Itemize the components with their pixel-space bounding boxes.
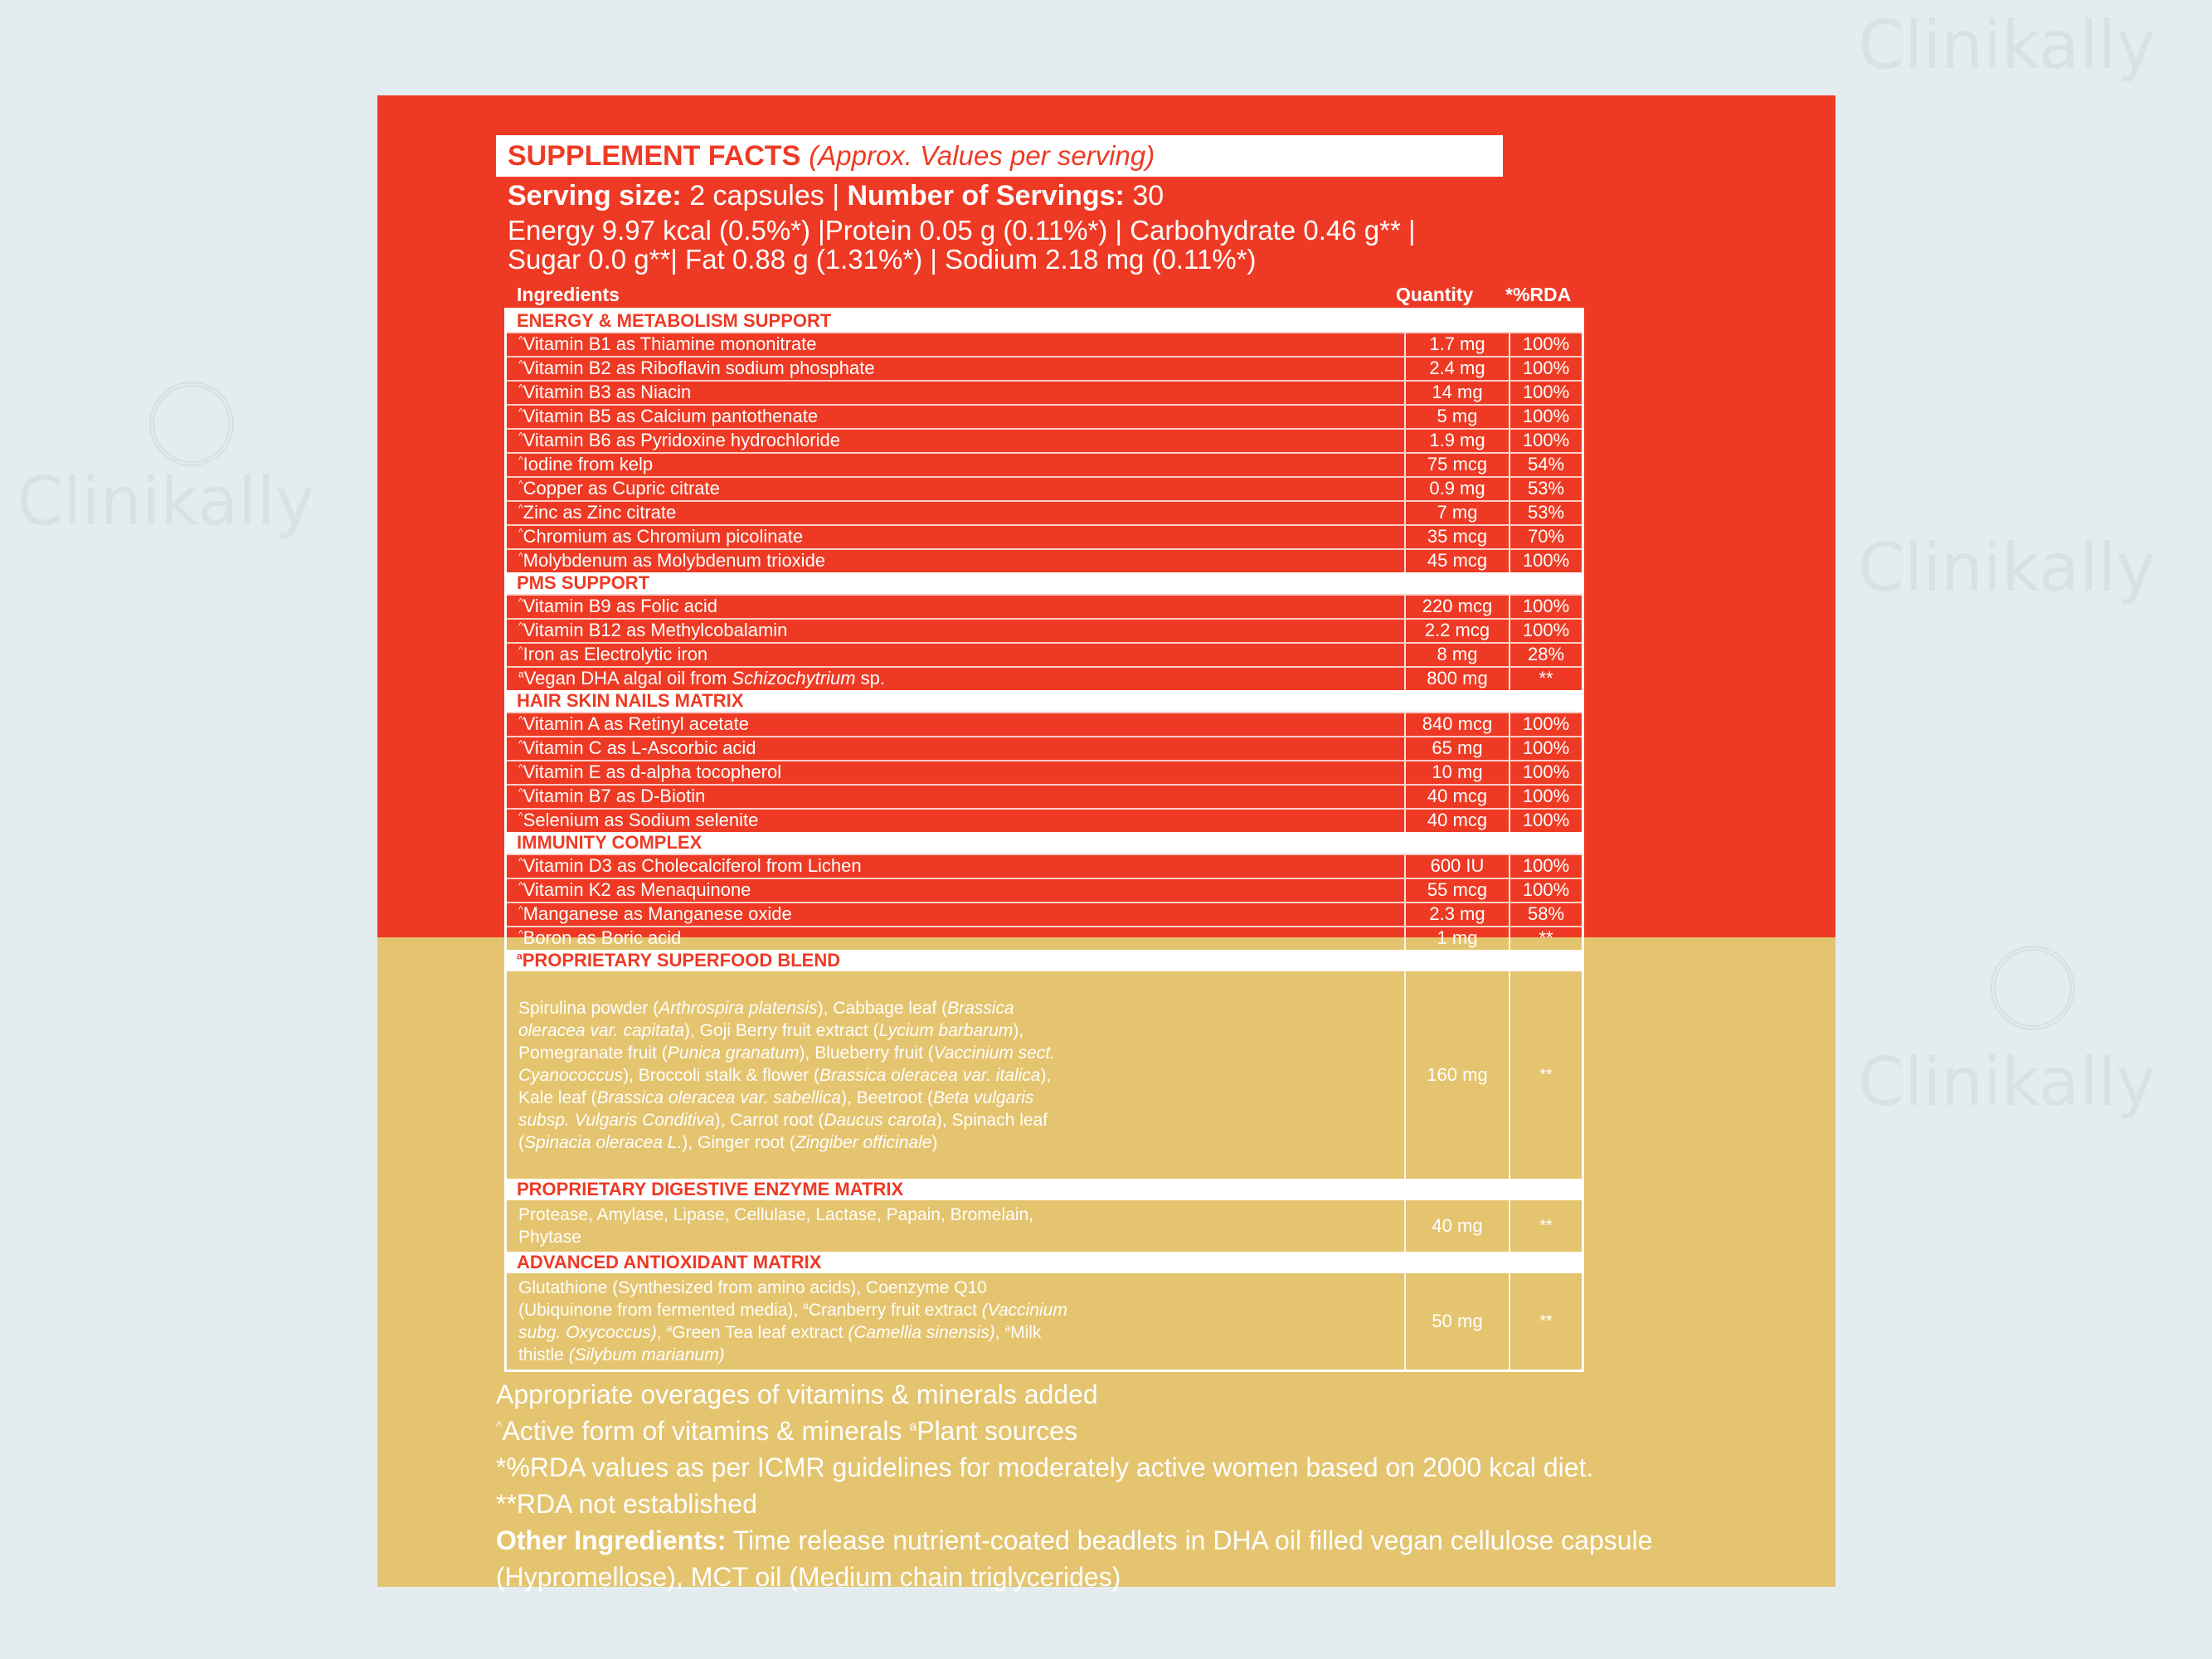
ingredient-name xyxy=(507,620,1406,642)
form-mark: ^ xyxy=(518,810,523,822)
blend-text-segment: ), Cabbage leaf ( xyxy=(817,998,948,1018)
watermark-logo-icon xyxy=(149,382,234,466)
form-mark: ^ xyxy=(518,644,523,656)
blend-text-segment: ), Broccoli stalk & flower ( xyxy=(623,1065,819,1085)
ingredient-name xyxy=(507,526,1406,548)
ingredient-name xyxy=(507,454,1406,476)
ingredient-text: Vitamin E as d-alpha tocopherol xyxy=(523,761,782,782)
table-row xyxy=(507,642,1582,666)
ingredient-name xyxy=(507,596,1406,618)
serving-info xyxy=(508,178,1164,213)
quantity-cell: 600 IU xyxy=(1406,855,1510,878)
blend-text-segment: ) xyxy=(931,1132,938,1152)
quantity-cell: 7 mg xyxy=(1406,502,1510,524)
ingredient-text: Vegan DHA algal oil from xyxy=(523,668,732,688)
form-mark: ^ xyxy=(518,596,523,608)
blend-text-segment: Green Tea leaf extract xyxy=(672,1323,848,1342)
section-header xyxy=(507,1252,1582,1273)
rda-cell: 100% xyxy=(1522,596,1570,616)
rda-cell: ** xyxy=(1539,927,1553,948)
quantity-cell: 840 mcg xyxy=(1406,713,1510,736)
quantity-cell: 75 mcg xyxy=(1406,454,1510,476)
blend-text-segment: ), Beetroot ( xyxy=(841,1087,933,1107)
form-mark: ^ xyxy=(518,786,523,798)
form-mark: ^ xyxy=(518,502,523,514)
section-title-text: PROPRIETARY SUPERFOOD BLEND xyxy=(522,950,841,971)
table-row xyxy=(507,476,1582,500)
other-ingredients-text: Time release nutrient-coated beadlets in DHA oil filled vegan cellulose capsule xyxy=(726,1525,1653,1555)
rda-cell: 100% xyxy=(1522,855,1570,876)
ingredient-name xyxy=(507,333,1406,356)
blend-text-segment: , xyxy=(994,1323,1005,1342)
quantity-cell: 1.7 mg xyxy=(1406,333,1510,356)
nutrition-summary xyxy=(508,216,1416,274)
blend-text xyxy=(518,1204,1082,1248)
table-row xyxy=(507,594,1582,618)
ingredient-text: Selenium as Sodium selenite xyxy=(523,810,759,830)
table-row xyxy=(507,380,1582,404)
watermark-logo-icon xyxy=(1991,946,2075,1030)
ingredient-text: Copper as Cupric citrate xyxy=(523,478,720,499)
active-form-text: Active form of vitamins & minerals xyxy=(502,1416,910,1446)
form-mark: ^ xyxy=(518,761,523,774)
blend-text-segment: ), Blueberry fruit ( xyxy=(799,1043,934,1063)
blend-text-segment: ), Spinach leaf ( xyxy=(518,1110,1048,1152)
ingredient-name xyxy=(507,903,1406,926)
botanical-name: Brassica oleracea var. capitata xyxy=(518,998,1014,1040)
quantity-cell: 160 mg xyxy=(1406,971,1510,1179)
plant-source-mark: a xyxy=(909,1419,917,1434)
ingredient-text: Vitamin B1 as Thiamine mononitrate xyxy=(523,333,817,354)
table-row xyxy=(507,902,1582,926)
quantity-cell: 8 mg xyxy=(1406,644,1510,666)
ingredient-text: Vitamin A as Retinyl acetate xyxy=(523,713,749,734)
ingredient-name xyxy=(507,644,1406,666)
quantity-cell: 50 mg xyxy=(1406,1273,1510,1370)
form-mark: ^ xyxy=(518,382,523,394)
rda-cell: 100% xyxy=(1522,333,1570,354)
blend-text-segment: ), Pomegranate fruit ( xyxy=(518,1020,1024,1063)
table-row xyxy=(507,524,1582,548)
blend-text xyxy=(518,997,1082,1154)
blend-text-segment: Spirulina powder ( xyxy=(518,998,659,1018)
active-form-mark: ^ xyxy=(496,1419,503,1434)
ingredient-name xyxy=(507,927,1406,950)
ingredient-name xyxy=(507,879,1406,902)
watermark-text: Clinikally xyxy=(1858,1044,2156,1121)
botanical-name: Arthrospira platensis xyxy=(659,998,818,1018)
table-row xyxy=(507,500,1582,524)
botanical-name: Beta vulgaris subsp. Vulgaris Conditiva xyxy=(518,1087,1034,1130)
blend-ingredients xyxy=(507,1200,1406,1252)
table-row xyxy=(507,808,1582,832)
ingredient-name xyxy=(507,406,1406,428)
section-header xyxy=(507,950,1582,971)
ingredient-text: Vitamin B12 as Methylcobalamin xyxy=(523,620,788,640)
ingredient-name xyxy=(507,855,1406,878)
quantity-cell: 10 mg xyxy=(1406,761,1510,784)
table-row xyxy=(507,712,1582,736)
nutrition-line: Sugar 0.0 g**| Fat 0.88 g (1.31%*) | Sodium 2.18 mg (0.11%*) xyxy=(508,244,1257,275)
quantity-cell: 1.9 mg xyxy=(1406,430,1510,452)
footnote-rda: *%RDA values as per ICMR guidelines for moderately active women based on 2000 kcal diet. xyxy=(496,1452,1594,1482)
column-header-ingredients: Ingredients xyxy=(517,284,620,305)
rda-cell: 100% xyxy=(1522,382,1570,402)
form-mark: ^ xyxy=(518,430,523,442)
rda-cell: 100% xyxy=(1522,406,1570,426)
blend-text-segment: ), Kale leaf ( xyxy=(518,1065,1052,1107)
form-mark: ^ xyxy=(518,333,523,346)
blend-text-segment: Protease, Amylase, Lipase, Cellulase, Lactase, Papain, Bromelain, Phytase xyxy=(518,1205,1034,1247)
botanical-name: Zingiber officinale xyxy=(795,1132,932,1152)
ingredient-text: Zinc as Zinc citrate xyxy=(523,502,677,523)
quantity-cell: 800 mg xyxy=(1406,668,1510,690)
section-title: IMMUNITY COMPLEX xyxy=(517,832,702,853)
botanical-name: (Camellia sinensis) xyxy=(848,1323,995,1342)
form-mark: ^ xyxy=(518,358,523,370)
table-row xyxy=(507,332,1582,356)
quantity-cell: 40 mg xyxy=(1406,1200,1510,1252)
section-title: ENERGY & METABOLISM SUPPORT xyxy=(517,310,832,331)
botanical-name: Spinacia oleracea L. xyxy=(524,1132,683,1152)
other-ingredients-label: Other Ingredients: xyxy=(496,1525,727,1555)
form-mark: a xyxy=(518,668,524,680)
watermark-text: Clinikally xyxy=(1858,7,2156,84)
other-ingredients-continued: (Hypromellose), MCT oil (Medium chain triglycerides) xyxy=(496,1562,1121,1592)
quantity-cell: 0.9 mg xyxy=(1406,478,1510,500)
form-mark: ^ xyxy=(518,478,523,490)
quantity-cell: 2.2 mcg xyxy=(1406,620,1510,642)
section-header xyxy=(507,690,1582,712)
other-ingredients xyxy=(496,1525,1652,1556)
ingredient-text: Vitamin B6 as Pyridoxine hydrochloride xyxy=(523,430,840,450)
ingredient-text: Vitamin B2 as Riboflavin sodium phosphate xyxy=(523,358,875,378)
section-title xyxy=(517,950,1582,971)
footnote-active-form xyxy=(496,1415,1077,1447)
blend-text xyxy=(518,1277,1082,1366)
rda-cell: ** xyxy=(1539,1216,1553,1235)
form-mark: ^ xyxy=(518,550,523,562)
blend-text-segment: ), Ginger root ( xyxy=(682,1132,795,1152)
ingredient-text: Vitamin B5 as Calcium pantothenate xyxy=(523,406,819,426)
section-header xyxy=(507,832,1582,854)
title-banner xyxy=(496,135,1503,177)
quantity-cell: 40 mcg xyxy=(1406,810,1510,832)
ingredient-text: Molybdenum as Molybdenum trioxide xyxy=(523,550,826,571)
table-row xyxy=(507,854,1582,878)
ingredient-name xyxy=(507,810,1406,832)
rda-cell: 58% xyxy=(1527,903,1565,924)
rda-cell: 28% xyxy=(1527,644,1565,664)
rda-cell: 100% xyxy=(1522,761,1570,782)
table-row xyxy=(507,404,1582,428)
section-title xyxy=(517,1252,1582,1273)
form-mark: ^ xyxy=(518,879,523,892)
ingredient-text-after: sp. xyxy=(855,668,886,688)
ingredient-text: Vitamin B7 as D-Biotin xyxy=(523,786,706,806)
ingredient-name xyxy=(507,430,1406,452)
blend-text-segment: ), Goji Berry fruit extract ( xyxy=(684,1020,879,1040)
quantity-cell: 35 mcg xyxy=(1406,526,1510,548)
blend-ingredients xyxy=(507,1273,1406,1370)
botanical-name: Brassica oleracea var. italica xyxy=(819,1065,1041,1085)
ingredient-text: Vitamin C as L-Ascorbic acid xyxy=(523,737,756,758)
plant-source-mark: a xyxy=(517,950,523,962)
plant-source-mark: a xyxy=(803,1300,809,1311)
botanical-name: Punica granatum xyxy=(667,1043,800,1063)
table-row xyxy=(507,878,1582,902)
rda-cell: 53% xyxy=(1527,478,1565,499)
section-title-text: ADVANCED ANTIOXIDANT MATRIX xyxy=(517,1252,822,1272)
supplement-facts-panel xyxy=(377,95,1835,1592)
form-mark: ^ xyxy=(518,903,523,916)
ingredient-text: Vitamin K2 as Menaquinone xyxy=(523,879,751,900)
form-mark: ^ xyxy=(518,620,523,632)
ingredient-text: Iron as Electrolytic iron xyxy=(523,644,708,664)
blend-row xyxy=(507,1273,1582,1370)
section-title-text: PROPRIETARY DIGESTIVE ENZYME MATRIX xyxy=(517,1179,904,1199)
form-mark: ^ xyxy=(518,406,523,418)
column-header-rda: *%RDA xyxy=(1505,284,1572,305)
form-mark: ^ xyxy=(518,855,523,868)
rda-cell: 54% xyxy=(1527,454,1565,474)
ingredient-text: Vitamin D3 as Cholecalciferol from Lichen xyxy=(523,855,862,876)
watermark-text: Clinikally xyxy=(17,463,314,540)
quantity-cell: 220 mcg xyxy=(1406,596,1510,618)
blend-text-segment: Cranberry fruit extract xyxy=(808,1301,982,1320)
blend-ingredients xyxy=(507,971,1406,1179)
botanical-name: Vaccinium sect. Cyanococcus xyxy=(518,1043,1056,1085)
rda-cell: 100% xyxy=(1522,737,1570,758)
column-header-quantity: Quantity xyxy=(1396,284,1474,305)
ingredient-text: Vitamin B3 as Niacin xyxy=(523,382,692,402)
ingredient-name xyxy=(507,478,1406,500)
table-row xyxy=(507,452,1582,476)
nutrition-line: Energy 9.97 kcal (0.5%*) |Protein 0.05 g (0.11%*) | Carbohydrate 0.46 g** | xyxy=(508,215,1416,246)
botanical-name: Lycium barbarum xyxy=(878,1020,1014,1040)
rda-cell: 100% xyxy=(1522,430,1570,450)
ingredient-name xyxy=(507,502,1406,524)
blend-text-segment: ), Carrot root ( xyxy=(714,1110,824,1130)
ingredient-name xyxy=(507,358,1406,380)
watermark-text: Clinikally xyxy=(1858,529,2156,606)
table-row xyxy=(507,926,1582,950)
quantity-cell: 14 mg xyxy=(1406,382,1510,404)
servings-label: Number of Servings: xyxy=(847,180,1125,212)
page-title: SUPPLEMENT FACTS xyxy=(508,139,801,172)
footnote-overages: Appropriate overages of vitamins & minerals added xyxy=(496,1379,1098,1409)
quantity-cell: 65 mg xyxy=(1406,737,1510,760)
rda-cell: ** xyxy=(1539,1065,1553,1084)
botanical-name: (Vaccinium subg. Oxycoccus) xyxy=(518,1301,1067,1342)
quantity-cell: 40 mcg xyxy=(1406,786,1510,808)
quantity-cell: 2.3 mg xyxy=(1406,903,1510,926)
serving-size-label: Serving size: xyxy=(508,180,682,212)
rda-cell: 100% xyxy=(1522,620,1570,640)
section-header xyxy=(507,310,1582,332)
ingredient-text: Manganese as Manganese oxide xyxy=(523,903,792,924)
form-mark: ^ xyxy=(518,713,523,726)
ingredient-name xyxy=(507,668,1406,690)
ingredient-name xyxy=(507,737,1406,760)
ingredient-text: Boron as Boric acid xyxy=(523,927,682,948)
blend-text-segment: Milk thistle xyxy=(518,1323,1042,1365)
table-row xyxy=(507,548,1582,572)
rda-cell: 100% xyxy=(1522,713,1570,734)
rda-cell: 100% xyxy=(1522,879,1570,900)
rda-cell: ** xyxy=(1539,668,1553,688)
plant-source-mark: a xyxy=(1004,1322,1011,1334)
form-mark: ^ xyxy=(518,526,523,538)
table-row xyxy=(507,428,1582,452)
ingredient-text: Iodine from kelp xyxy=(523,454,654,474)
section-title: HAIR SKIN NAILS MATRIX xyxy=(517,690,744,711)
form-mark: ^ xyxy=(518,927,523,940)
quantity-cell: 45 mcg xyxy=(1406,550,1510,572)
rda-cell: 100% xyxy=(1522,550,1570,571)
rda-cell: 100% xyxy=(1522,358,1570,378)
ingredient-italic: Schizochytrium xyxy=(732,668,856,688)
section-header xyxy=(507,572,1582,594)
table-row xyxy=(507,784,1582,808)
ingredient-name xyxy=(507,713,1406,736)
rda-cell: 100% xyxy=(1522,810,1570,830)
ingredient-text: Chromium as Chromium picolinate xyxy=(523,526,804,547)
ingredient-name xyxy=(507,761,1406,784)
ingredients-table xyxy=(504,308,1584,1372)
ingredient-text: Vitamin B9 as Folic acid xyxy=(523,596,718,616)
botanical-name: Brassica oleracea var. sabellica xyxy=(596,1087,842,1107)
rda-cell: 70% xyxy=(1527,526,1565,547)
botanical-name: Daucus carota xyxy=(824,1110,936,1130)
blend-row xyxy=(507,1200,1582,1252)
plant-source-mark: a xyxy=(666,1322,673,1334)
page-subtitle: (Approx. Values per serving) xyxy=(809,140,1155,171)
blend-text-segment: Glutathione (Synthesized from amino acids), Coenzyme Q10 (Ubiquinone from fermented media), xyxy=(518,1278,987,1320)
ingredient-name xyxy=(507,550,1406,572)
ingredient-name xyxy=(507,786,1406,808)
quantity-cell: 2.4 mg xyxy=(1406,358,1510,380)
servings-value: 30 xyxy=(1132,180,1164,212)
blend-row xyxy=(507,971,1582,1179)
table-row xyxy=(507,760,1582,784)
section-title: PMS SUPPORT xyxy=(517,572,650,593)
table-row xyxy=(507,618,1582,642)
form-mark: ^ xyxy=(518,737,523,750)
plant-sources-text: Plant sources xyxy=(916,1416,1078,1446)
botanical-name: (Silybum marianum) xyxy=(568,1345,725,1365)
quantity-cell: 55 mcg xyxy=(1406,879,1510,902)
table-row xyxy=(507,736,1582,760)
ingredient-name xyxy=(507,382,1406,404)
form-mark: ^ xyxy=(518,454,523,466)
rda-cell: 100% xyxy=(1522,786,1570,806)
blend-text-segment: , xyxy=(656,1323,667,1342)
table-row xyxy=(507,666,1582,690)
quantity-cell: 5 mg xyxy=(1406,406,1510,428)
footnote-rda-not-established: **RDA not established xyxy=(496,1489,757,1519)
rda-cell: 53% xyxy=(1527,502,1565,523)
section-header xyxy=(507,1179,1582,1200)
section-title xyxy=(517,1179,1582,1200)
rda-cell: ** xyxy=(1539,1311,1553,1331)
quantity-cell: 1 mg xyxy=(1406,927,1510,950)
table-row xyxy=(507,356,1582,380)
serving-size-value: 2 capsules | xyxy=(689,180,840,212)
